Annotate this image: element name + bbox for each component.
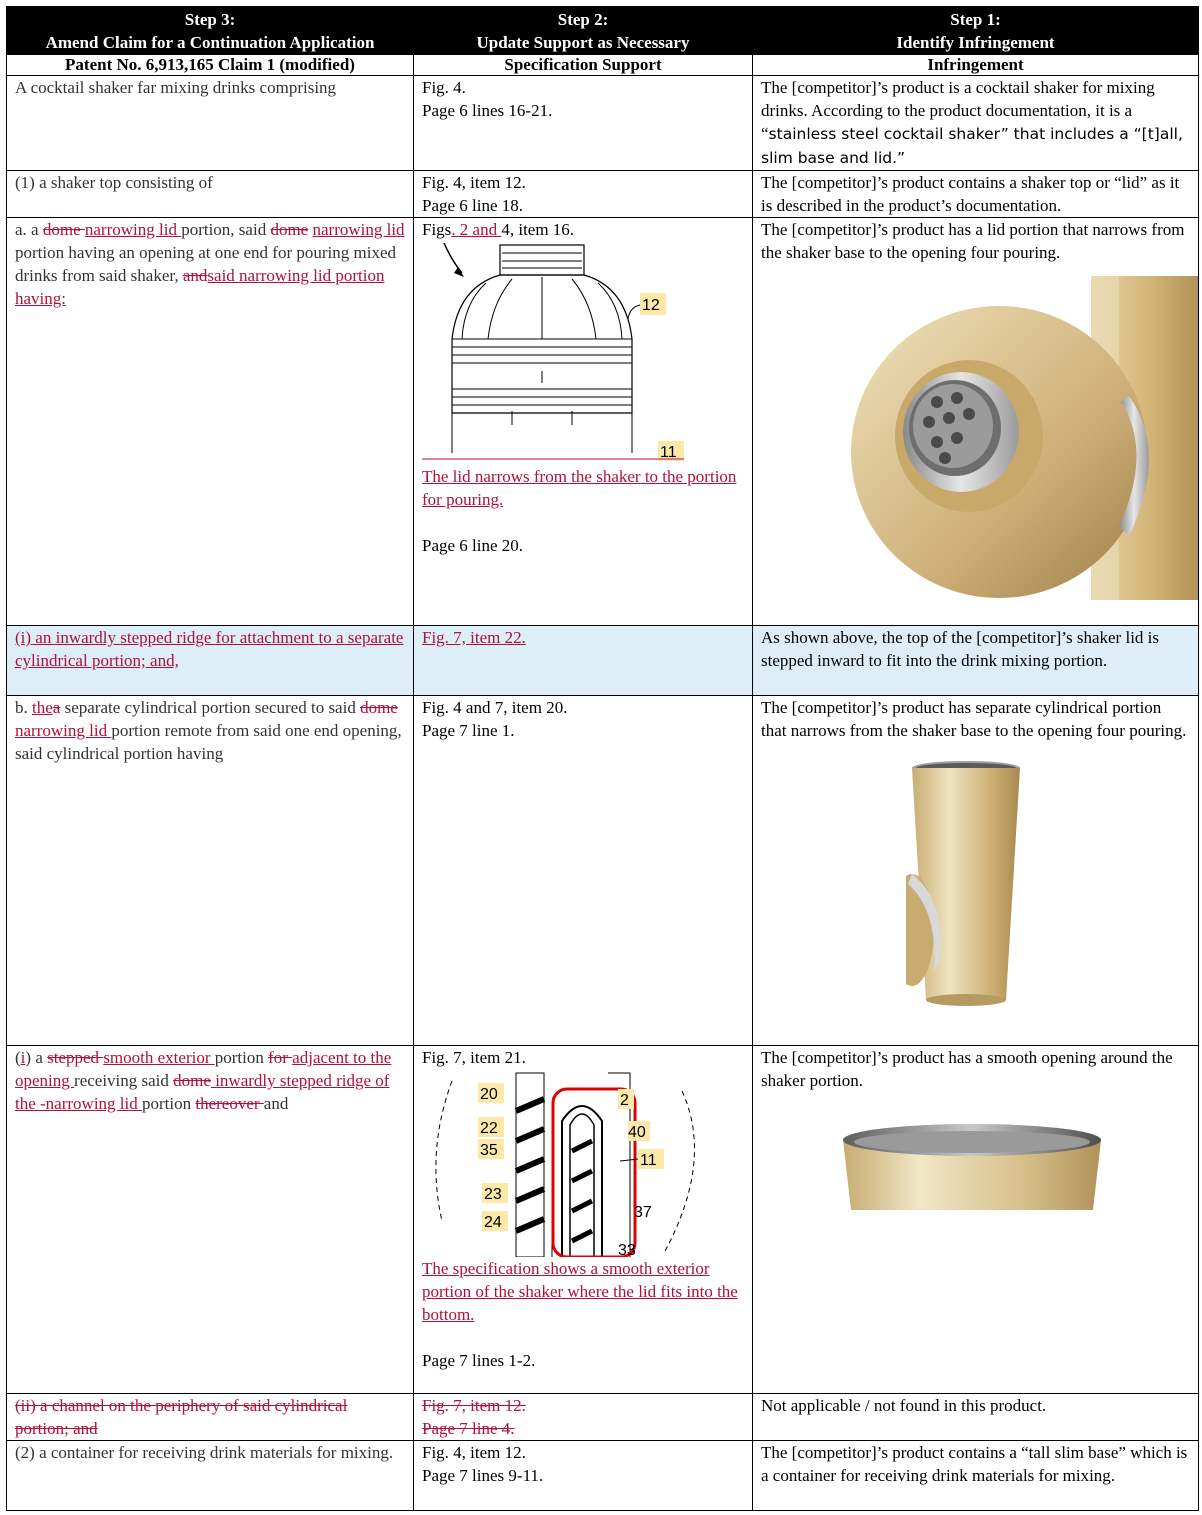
table-row [7,696,1199,1046]
claim-text: portion having an opening at one end for pouring mixed drinks from said shaker, [15,243,396,285]
claim-cell [7,696,414,1046]
claim-deletion: dome [42,220,85,239]
support-text: 4, item 16. [501,220,575,239]
infringement-text: The [competitor]’s product has separate cylindrical portion that narrows from the shaker base to the opening four pouring. [761,698,1187,740]
support-note: The specification shows a smooth exterior portion of the shaker where the lid fits into the bottom. [422,1259,738,1324]
claim-deletion: for [268,1048,293,1067]
claim-cell [7,218,414,626]
support-figure-ref: Fig. 4, item 12. [422,1443,526,1462]
figure-label-33: 33 [618,1242,636,1257]
infringement-cell [753,76,1199,171]
header-support-subtitle: Specification Support [414,55,753,76]
claim-cell [7,1046,414,1394]
table-row [7,171,1199,218]
header-row-subtitles [7,55,1199,76]
infringement-cell [753,1046,1199,1394]
infringement-cell [753,218,1199,626]
support-figure-ref: Fig. 4. [422,78,466,97]
claim-insertion: narrowing lid [15,721,112,740]
claim-cell: (2) a container for receiving drink materials for mixing. [7,1441,414,1511]
table-row [7,76,1199,171]
support-cell [414,626,753,696]
claim-text: portion remote from said one end opening, said cylindrical portion having [15,721,402,763]
claim-insertion: narrowing lid [312,220,405,239]
table-row [7,218,1199,626]
claim-insertion: adjacent to the opening [15,1048,392,1090]
support-figure-ref [422,218,744,241]
claim-deletion: dome [360,698,398,717]
claim-text: receiving said [74,1071,174,1090]
claim-cell [7,1394,414,1441]
claim-deletion: dome [270,220,309,239]
header-row-steps [7,7,1199,55]
support-page-ref: Page 7 line 4. [422,1419,515,1438]
figure-label-35: 35 [480,1142,498,1159]
header-step3-title: Amend Claim for a Continuation Application [45,33,375,52]
table-row [7,1441,1199,1511]
claim-text: b. [15,698,32,717]
infringement-text: The [competitor]’s product has a lid portion that narrows from the shaker base to the opening four pouring. [761,220,1185,262]
infringement-cell: The [competitor]’s product contains a shaker top or “lid” as it is described in the product’s documentation. [753,171,1199,218]
table-row-highlighted [7,626,1199,696]
claim-text: and [263,1094,289,1113]
claim-deletion: stepped [47,1048,104,1067]
claim-insertion: (i) an inwardly stepped ridge for attachment to a separate cylindrical portion; and, [15,628,404,670]
support-cell [414,76,753,171]
infringement-cell: As shown above, the top of the [competitor]’s shaker lid is stepped inward to fit into the drink mixing portion. [753,626,1199,696]
header-step2-title: Update Support as Necessary [476,33,690,52]
patent-cross-section-drawing [422,1071,712,1257]
claim-deletion: a [52,698,61,717]
support-page-ref: Page 6 lines 16-21. [422,101,553,120]
header-step3 [7,7,414,55]
claim-insertion: the [32,698,53,717]
claim-text: a. a [15,220,43,239]
claim-insertion: said narrowing lid portion having: [15,266,385,308]
claim-text: portion [214,1048,269,1067]
support-figure-ref: Fig. 4, item 12. [422,173,526,192]
claim-deletion: thereover [195,1094,264,1113]
claim-text: ( [15,1048,21,1067]
header-step3-number: Step 3: [184,10,236,29]
header-step1-title: Identify Infringement [896,33,1055,52]
figure-label-37: 37 [634,1204,652,1221]
infringement-text: The [competitor]’s product has a smooth opening around the shaker portion. [761,1048,1173,1090]
table-row [7,1394,1199,1441]
figure-label-11: 11 [640,1152,657,1169]
support-page-ref: Page 7 lines 9-11. [422,1466,544,1485]
infringement-quote: stainless steel cocktail shaker” that includes a “[t]all, slim base and lid.” [761,125,1183,167]
header-step2 [414,7,753,55]
claim-deletion: (ii) a channel on the periphery of said cylindrical portion; and [15,1396,348,1438]
figure-label-24: 24 [484,1214,502,1231]
claim-cell: (1) a shaker top consisting of [7,171,414,218]
claim-insertion: inwardly stepped ridge of the -narrowing lid [15,1071,390,1113]
support-page-ref: Page 6 line 18. [422,196,524,215]
support-cell [414,1441,753,1511]
claim-deletion: dome [173,1071,211,1090]
figure-label-23: 23 [484,1186,502,1203]
shaker-lid-photo [829,276,1199,600]
claim-cell [7,626,414,696]
support-insertion: . 2 and [451,220,502,239]
support-page-ref: Page 7 lines 1-2. [422,1351,536,1370]
support-cell [414,218,753,626]
support-figure-ref: Fig. 4 and 7, item 20. [422,698,568,717]
infringement-cell: Not applicable / not found in this product. [753,1394,1199,1441]
header-step2-number: Step 2: [557,10,609,29]
support-figure-ref: Fig. 7, item 12. [422,1396,526,1415]
shaker-base-photo [906,760,1026,1008]
infringement-cell [753,696,1199,1046]
infringement-text: The [competitor]’s product is a cocktail shaker for mixing drinks. According to the product documentation, it is a “ [761,78,1155,143]
support-cell [414,1046,753,1394]
claim-insertion: i [20,1048,26,1067]
figure-label-20: 20 [480,1086,498,1103]
figure-label-40: 40 [628,1124,646,1141]
support-note: The lid narrows from the shaker to the portion for pouring. [422,467,737,509]
figure-label-22: 22 [480,1120,498,1137]
support-figure-ref: Fig. 7, item 21. [422,1048,526,1067]
claim-text: ) a [25,1048,48,1067]
figure-label-12: 12 [642,297,660,314]
header-step1-number: Step 1: [950,10,1001,29]
support-text: Figs [422,220,452,239]
figure-label-11: 11 [660,444,677,461]
header-step1 [753,7,1199,55]
infringement-cell: The [competitor]’s product contains a “tall slim base” which is a container for receiving drink materials for mixing. [753,1441,1199,1511]
claim-insertion: smooth exterior [103,1048,215,1067]
claim-text: separate cylindrical portion secured to said [60,698,361,717]
claim-insertion: narrowing lid [84,220,182,239]
table-row [7,1046,1199,1394]
claim-deletion: and [182,266,208,285]
support-cell [414,171,753,218]
figure-label-2: 2 [620,1092,629,1109]
support-cell [414,1394,753,1441]
support-page-ref: Page 6 line 20. [422,536,524,555]
shaker-rim-photo [841,1122,1103,1210]
claim-text: portion [142,1094,196,1113]
header-claim-subtitle: Patent No. 6,913,165 Claim 1 (modified) [7,55,414,76]
support-page-ref: Page 7 line 1. [422,721,515,740]
claim-chart-table [6,6,1199,1511]
header-infringement-subtitle: Infringement [753,55,1199,76]
patent-shaker-drawing [422,243,712,461]
claim-text: portion, said [181,220,271,239]
support-insertion: Fig. 7, item 22. [422,628,526,647]
support-cell [414,696,753,1046]
claim-cell: A cocktail shaker far mixing drinks comprising [7,76,414,171]
